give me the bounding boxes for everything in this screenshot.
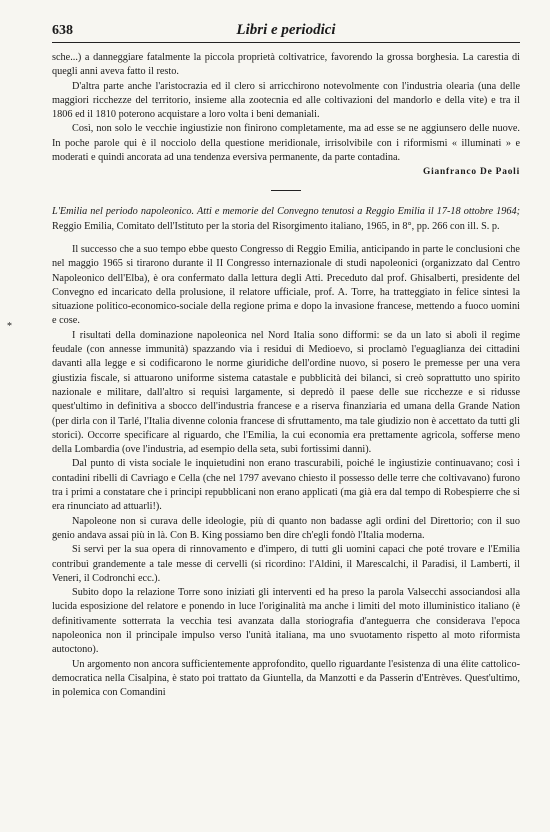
book-publication-details: Reggio Emilia, Comitato dell'Istituto per la storia del Risorgimento italiano, 1965, in 8°, pp. 266 con ill. S. p.	[52, 220, 500, 232]
paragraph: Un argomento non ancora sufficientemente approfondito, quello riguardante l'esistenza di una élite cattolico-democratica nella Cisalpina, è stato poi trattato da Giuntella, da Manzotti e da Passerin d'Entrèves. Quest'ultimo, in polemica con Comandini	[52, 658, 520, 699]
book-citation	[52, 205, 520, 234]
reviewer-signature: Gianfranco De Paoli	[423, 167, 520, 178]
book-title: L'Emilia nel periodo napoleonico. Atti e memorie del Convegno tenutosi a Reggio Emilia il 17-18 ottobre 1964;	[52, 206, 520, 218]
paragraph: sche...) a danneggiare fatalmente la piccola proprietà coltivatrice, favorendo la grossa borghesia. La carestia di quegli anni aveva fatto il resto.	[52, 52, 520, 78]
margin-mark: *	[7, 321, 12, 332]
running-title: Libri e periodici	[236, 22, 336, 38]
paragraph: Subito dopo la relazione Torre sono iniziati gli interventi ed ha preso la parola Valsecchi associandosi alla lucida esposizione del relatore e ponendo in luce l'originalità ma anche i limiti del moto illuministico italiano (è definitivamente sotterrata la vecchia tesi avanzata dalla storiografia d'anteguerra che considerava l'epoca napoleonica non il principale impulso verso l'unità italiana, ma uno svuotamento rispetto al moto riformista autoctono).	[52, 587, 520, 656]
paragraph: Così, non solo le vecchie ingiustizie non finirono completamente, ma ad esse se ne aggiunsero delle nuove. In poche parole qui è il nocciolo della questione meridionale, irrisolvibile con i riformismi « illuminati » e moderati e quindi ancorata ad una tendenza eversiva permanente, da parte contadina.	[52, 123, 520, 164]
running-header	[52, 22, 520, 43]
paragraph: Il successo che a suo tempo ebbe questo Congresso di Reggio Emilia, anticipando in parte le conclusioni che nel maggio 1965 si tirarono durante il II Congresso internazionale di studi napoleonici (organizzato dal Centro Napoleonico dell'Elba), è ora confermato dalla lettura degli Atti. Preceduto dal prof. Ghisalberti, presidente del Convegno ed incaricato della prolusione, il relatore ufficiale, prof. A. Torre, ha tratteggiato in felice sintesi la situazione politico-economico-sociale della regione prima e dopo la invasione francese, mettendo a fuoco uomini e cose.	[52, 243, 520, 327]
book-review	[52, 205, 520, 700]
paragraph: Si servì per la sua opera di rinnovamento e d'impero, di tutti gli uomini capaci che poté trovare e l'Emilia contribuì grandemente a tale messe di cervelli (si ricordino: l'Aldini, il Marescalchi, il Paradisi, il Lamberti, il Veneri, il Codronchi ecc.).	[52, 544, 520, 584]
review-continuation	[52, 51, 520, 177]
section-divider	[271, 190, 301, 191]
paragraph: Dal punto di vista sociale le inquietudini non erano trascurabili, poiché le ingiustizie continuavano; così i contadini ribelli di Cavriago e Cella (che nel 1797 avevano chiesto il possesso delle terre che coltivavano) furono tra i primi a constatare che i principi repubblicani non erano applicati (ma già era dal tempo di Robespierre che si era rinunciato ad attuarli!).	[52, 458, 520, 513]
paragraph: I risultati della dominazione napoleonica nel Nord Italia sono difformi: se da un lato si abolì il regime feudale (con annesse immunità) spazzando via i residui di Medioevo, si proclamò l'eguaglianza dei cittadini davanti alla legge e si codificarono le norme giuridiche dell'ordine nuovo, si posero le premesse per una vera giustizia fiscale, si attuarono uniforme sistema catastale e pubblicità dei bilanci, si creò soprattutto uno spirito nazionale e militare, dall'altro si requisì largamente, si depredò il paese delle sue ricchezze e si ridusse quest'ultimo in definitiva a sbocco dell'industria francese e a riserva finanziaria ed umana della Grande Nation (per dirla con il Tarlé, l'Italia divenne colonia francese di sfruttamento, ma tale giudizio non è accettato da tutti gli storici). Occorre specificare al riguardo, che l'Emilia, la cui economia era prettamente agricola, sofferse meno della Lombardia (ove l'industria, ad esempio della seta, subì fortissimi danni).	[52, 329, 520, 456]
paragraph: D'altra parte anche l'aristocrazia ed il clero si arricchirono notevolmente con l'industria olearia (una delle maggiori ricchezze del territorio, insieme alla zootecnia ed alle coltivazioni del mandorlo e della vite) e tra il 1806 ed il 1810 poterono acquistare a loro volta i beni demaniali.	[52, 80, 520, 121]
page-number: 638	[52, 23, 73, 38]
paragraph: Napoleone non si curava delle ideologie, più di quanto non badasse agli ordini del Direttorio; con il suo genio andava assai più in là. Con B. King possiamo ben dire ch'egli fondò l'Italia moderna.	[52, 515, 520, 541]
